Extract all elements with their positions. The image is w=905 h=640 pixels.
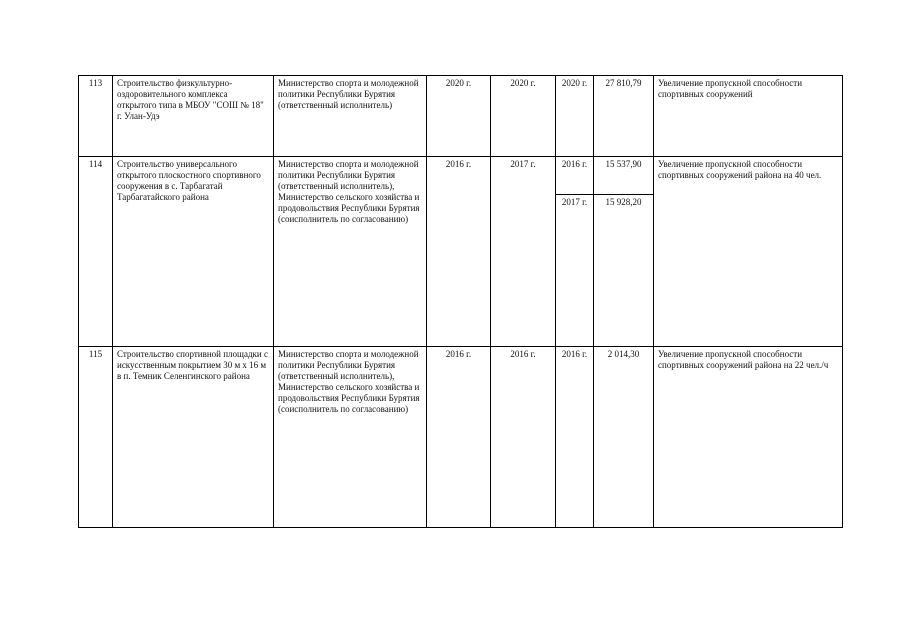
funding-amount: 27 810,79 xyxy=(594,76,654,157)
expected-result: Увеличение пропускной способности спортивных сооружений района на 40 чел. xyxy=(654,157,843,347)
activity-name: Строительство универсального открытого плоскостного спортивного сооружения в с. Тарбагатай Тарбагатайского района xyxy=(113,157,274,347)
funding-amount: 15 537,90 xyxy=(594,157,654,195)
funding-amount: 2 014,30 xyxy=(594,347,654,528)
activity-name: Строительство физкультурно-оздоровительного комплекса открытого типа в МБОУ "СОШ № 18" г. Улан-Удэ xyxy=(113,76,274,157)
table-row xyxy=(79,157,843,195)
row-number: 113 xyxy=(79,76,113,157)
funding-year: 2020 г. xyxy=(556,76,594,157)
table-row xyxy=(79,76,843,157)
executor: Министерство спорта и молодежной политики Республики Бурятия (ответственный исполнитель), Министерство сельского хозяйства и продовольствия Республики Бурятия (соисполнитель по согласованию) xyxy=(274,347,427,528)
executor: Министерство спорта и молодежной политики Республики Бурятия (ответственный исполнитель), Министерство сельского хозяйства и продовольствия Республики Бурятия (соисполнитель по согласованию) xyxy=(274,157,427,347)
funding-amount: 15 928,20 xyxy=(594,195,654,347)
row-number: 115 xyxy=(79,347,113,528)
expected-result: Увеличение пропускной способности спортивных сооружений xyxy=(654,76,843,157)
funding-year: 2017 г. xyxy=(556,195,594,347)
start-year: 2020 г. xyxy=(427,76,491,157)
program-table xyxy=(78,75,843,528)
end-year: 2017 г. xyxy=(491,157,556,347)
end-year: 2016 г. xyxy=(491,347,556,528)
table-row xyxy=(79,347,843,528)
funding-year: 2016 г. xyxy=(556,157,594,195)
expected-result: Увеличение пропускной способности спортивных сооружений района на 22 чел./ч xyxy=(654,347,843,528)
funding-year: 2016 г. xyxy=(556,347,594,528)
activity-name: Строительство спортивной площадки с искусственным покрытием 30 м х 16 м в п. Темник Селенгинского района xyxy=(113,347,274,528)
row-number: 114 xyxy=(79,157,113,347)
executor: Министерство спорта и молодежной политики Республики Бурятия (ответственный исполнитель) xyxy=(274,76,427,157)
end-year: 2020 г. xyxy=(491,76,556,157)
start-year: 2016 г. xyxy=(427,157,491,347)
start-year: 2016 г. xyxy=(427,347,491,528)
